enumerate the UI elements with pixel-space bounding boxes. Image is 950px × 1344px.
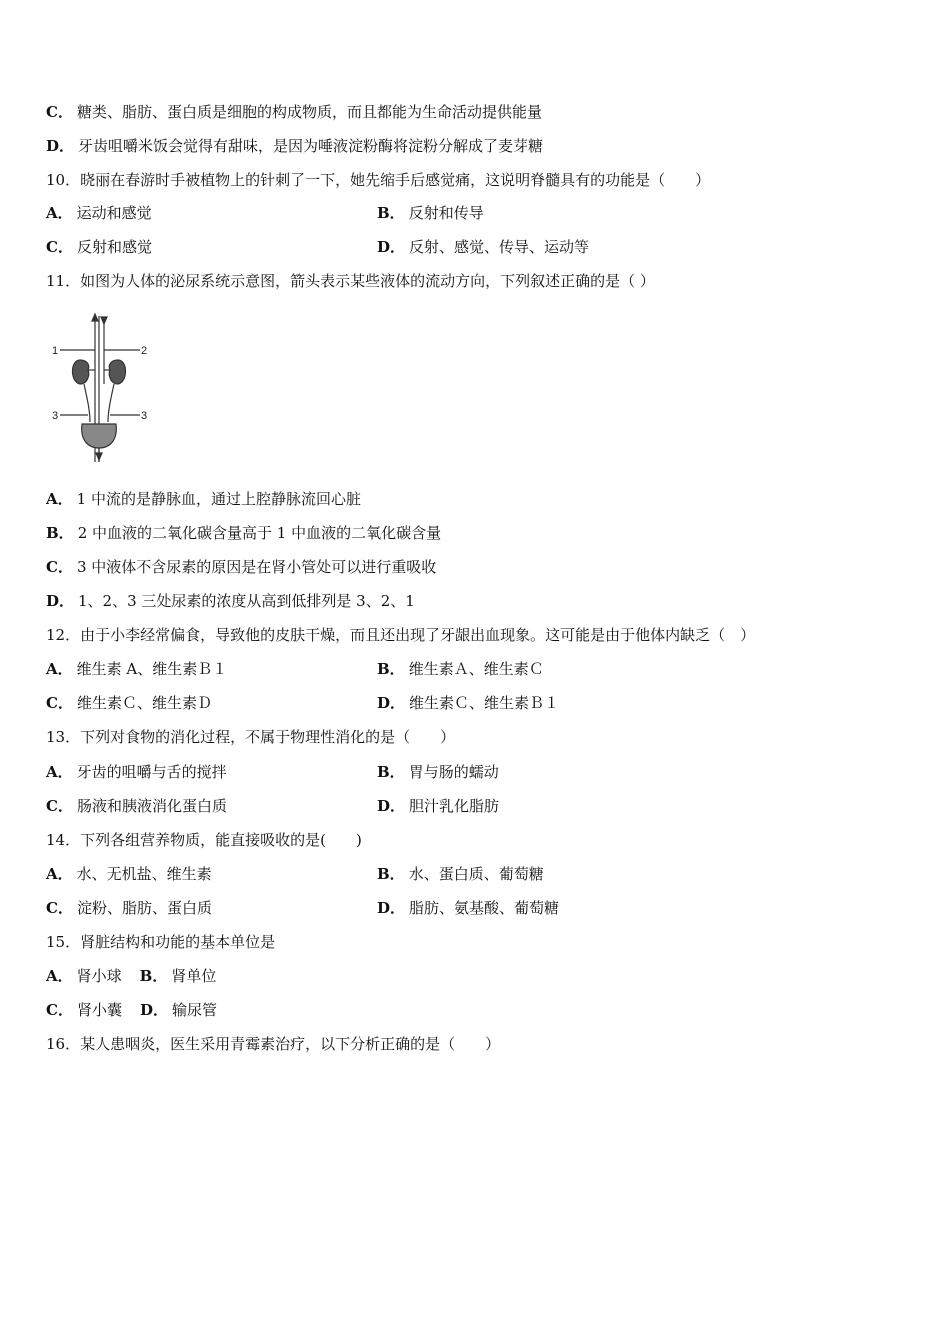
q12-option-a	[46, 658, 227, 680]
option-label: A．	[46, 967, 73, 985]
q14-option-b	[377, 863, 544, 885]
option-label: D．	[377, 899, 406, 917]
q15-stem: 15．肾脏结构和功能的基本单位是	[46, 933, 276, 951]
figure-label-3-right: 3	[141, 410, 148, 422]
q14-option-c	[46, 897, 212, 919]
option-label: A．	[46, 763, 73, 781]
arrow-down-icon	[101, 317, 107, 324]
option-text: 糖类、脂肪、蛋白质是细胞的构成物质，而且都能为生命活动提供能量	[76, 103, 542, 121]
option-text: 肾单位	[171, 967, 217, 985]
q14-option-d	[377, 897, 559, 919]
option-text: 维生素Ｃ、维生素Ｂ１	[409, 694, 560, 712]
left-kidney-shape	[73, 360, 89, 384]
q11-stem: 11．如图为人体的泌尿系统示意图，箭头表示某些液体的流动方向，下列叙述正确的是（ ）	[46, 272, 655, 290]
q14-stem: 14．下列各组营养物质，能直接吸收的是( )	[46, 831, 362, 849]
option-label: B．	[377, 204, 405, 222]
option-label: D．	[377, 694, 406, 712]
urinary-system-figure	[52, 312, 150, 462]
option-text: 2 中血液的二氧化碳含量高于 1 中血液的二氧化碳含量	[77, 524, 442, 542]
q16-stem: 16．某人患咽炎，医生采用青霉素治疗，以下分析正确的是（ ）	[46, 1035, 501, 1053]
figure-label-3-left: 3	[52, 410, 59, 422]
option-text: 牙齿的咀嚼与舌的搅拌	[76, 763, 227, 781]
q9-option-d	[46, 135, 543, 157]
option-text: 肾小囊	[76, 1001, 122, 1019]
arrow-down-icon	[96, 453, 102, 460]
option-label: A．	[46, 490, 73, 508]
figure-label-1: 1	[52, 345, 59, 357]
q12-stem: 12．由于小李经常偏食，导致他的皮肤干燥，而且还出现了牙龈出血现象。这可能是由于他体内缺乏（ ）	[46, 626, 756, 644]
option-text: 1 中流的是静脉血，通过上腔静脉流回心脏	[76, 490, 361, 508]
q13-option-b	[377, 761, 499, 783]
option-label: B．	[377, 660, 405, 678]
q12-option-c	[46, 692, 212, 714]
right-ureter	[108, 384, 114, 422]
q13-option-c	[46, 795, 227, 817]
q14-option-a	[46, 863, 212, 885]
option-label: B．	[139, 967, 168, 985]
q13-option-d	[377, 795, 499, 817]
option-text: 反射和感觉	[76, 238, 152, 256]
option-label: C．	[46, 1001, 73, 1019]
option-text: 肠液和胰液消化蛋白质	[76, 797, 227, 815]
option-label: B．	[377, 763, 405, 781]
bladder-shape	[82, 424, 117, 448]
option-text: 维生素Ｃ、维生素Ｄ	[76, 694, 212, 712]
arrow-up-icon	[92, 314, 98, 321]
q10-option-c	[46, 236, 152, 258]
option-label: C．	[46, 899, 73, 917]
q11-option-b	[46, 522, 441, 544]
option-text: 胆汁乳化脂肪	[409, 797, 500, 815]
option-label: C．	[46, 238, 73, 256]
option-text: 水、无机盐、维生素	[76, 865, 212, 883]
option-label: A．	[46, 660, 73, 678]
q9-option-c	[46, 101, 542, 123]
option-text: 水、蛋白质、葡萄糖	[408, 865, 544, 883]
option-text: 反射、感觉、传导、运动等	[409, 238, 590, 256]
q11-option-d	[46, 590, 415, 612]
option-text: 维生素Ａ、维生素Ｃ	[408, 660, 544, 678]
option-label: C．	[46, 694, 73, 712]
option-label: B．	[46, 524, 74, 542]
q10-stem: 10．晓丽在春游时手被植物上的针刺了一下，她先缩手后感觉痛，这说明脊髓具有的功能是（ ）	[46, 171, 711, 189]
option-text: 脂肪、氨基酸、葡萄糖	[409, 899, 560, 917]
option-text: 淀粉、脂肪、蛋白质	[76, 899, 212, 917]
q11-option-c	[46, 556, 436, 578]
q15-options-row-1	[46, 965, 216, 987]
option-label: C．	[46, 797, 73, 815]
option-text: 胃与肠的蠕动	[408, 763, 499, 781]
figure-label-2: 2	[141, 345, 148, 357]
option-label: C．	[46, 103, 73, 121]
q10-option-d	[377, 236, 589, 258]
q13-stem: 13．下列对食物的消化过程，不属于物理性消化的是（ ）	[46, 728, 456, 746]
option-label: A．	[46, 865, 73, 883]
q15-options-row-2	[46, 999, 217, 1021]
option-text: 肾小球	[76, 967, 122, 985]
left-ureter	[84, 384, 90, 422]
option-text: 反射和传导	[408, 204, 484, 222]
option-text: 运动和感觉	[76, 204, 152, 222]
option-label: A．	[46, 204, 73, 222]
option-text: 牙齿咀嚼米饭会觉得有甜味，是因为唾液淀粉酶将淀粉分解成了麦芽糖	[78, 137, 544, 155]
option-label: D．	[46, 137, 75, 155]
option-text: 3 中液体不含尿素的原因是在肾小管处可以进行重吸收	[76, 558, 437, 576]
q12-option-b	[377, 658, 544, 680]
option-label: B．	[377, 865, 405, 883]
urinary-system-diagram	[52, 312, 150, 462]
option-text: 输尿管	[171, 1001, 217, 1019]
option-label: D．	[46, 592, 75, 610]
right-kidney-shape	[109, 360, 125, 384]
option-label: D．	[377, 238, 406, 256]
q11-option-a	[46, 488, 361, 510]
q10-option-b	[377, 202, 484, 224]
option-text: 1、2、3 三处尿素的浓度从高到低排列是 3、2、1	[78, 592, 415, 610]
q12-option-d	[377, 692, 559, 714]
q10-option-a	[46, 202, 152, 224]
option-label: D．	[139, 1001, 168, 1019]
q13-option-a	[46, 761, 227, 783]
option-label: C．	[46, 558, 73, 576]
option-text: 维生素 A、维生素Ｂ１	[76, 660, 228, 678]
option-label: D．	[377, 797, 406, 815]
